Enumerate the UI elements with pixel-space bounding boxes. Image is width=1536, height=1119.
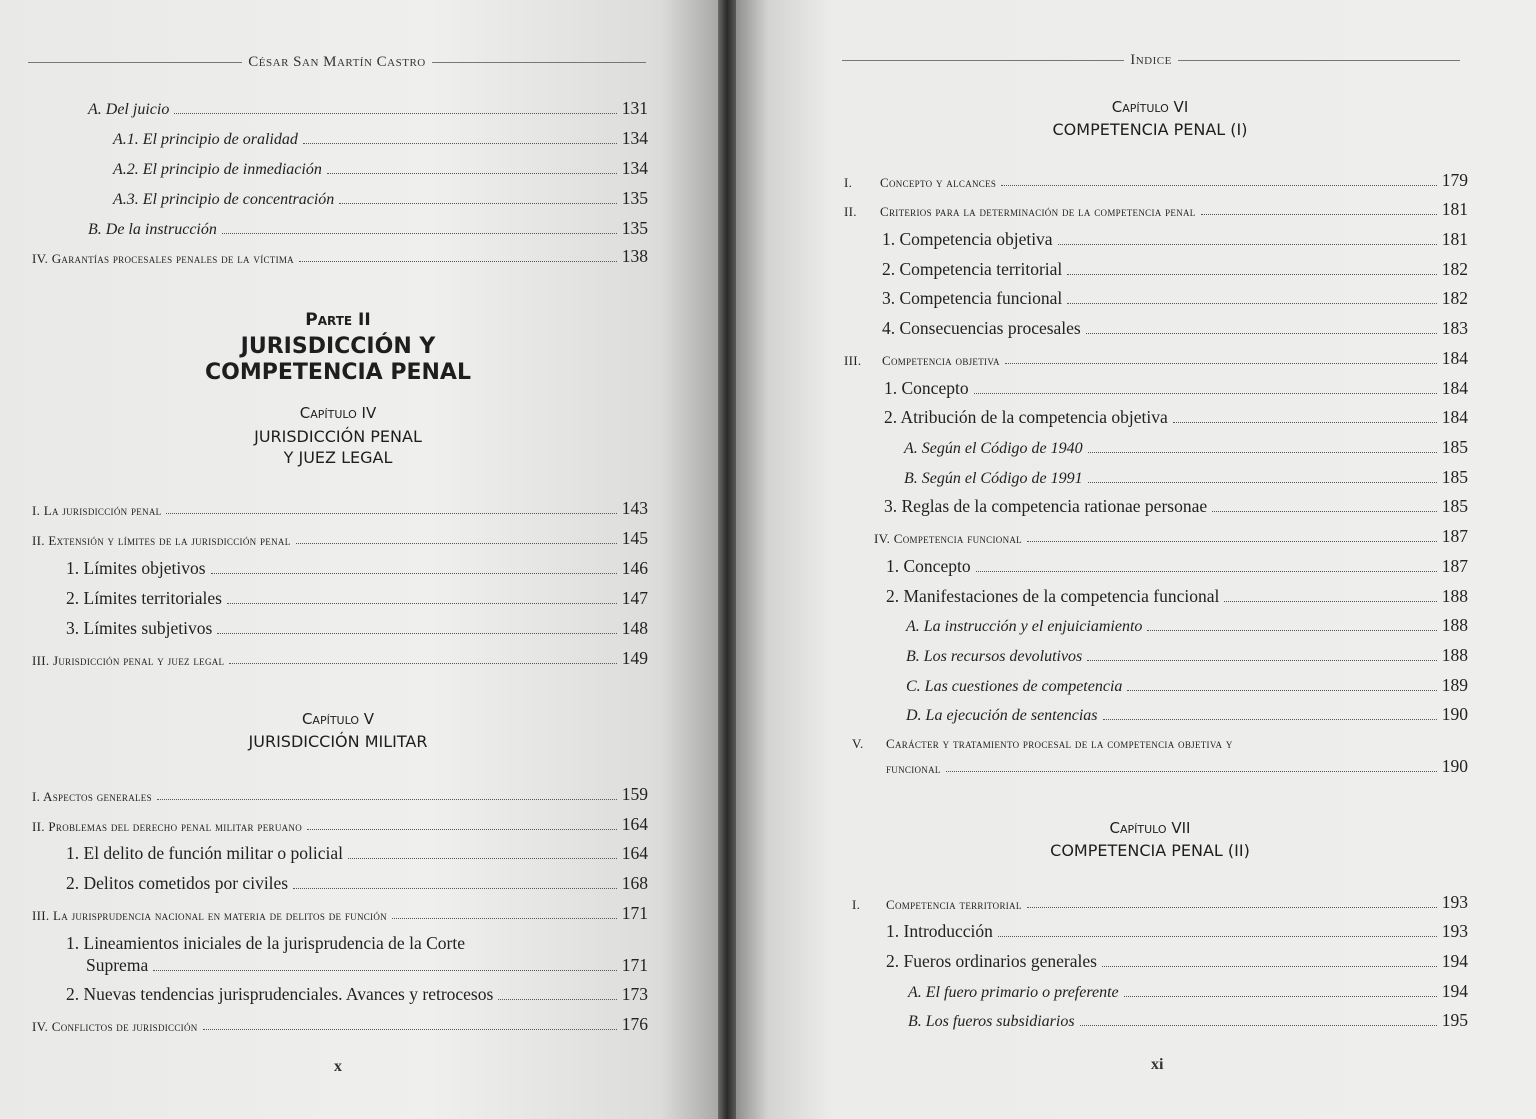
running-head-left	[28, 54, 646, 71]
toc-entry: III. Competencia objetiva 184	[844, 348, 1468, 368]
toc-entry: C. Las cuestiones de competencia 189	[906, 675, 1468, 695]
book-gutter	[718, 0, 736, 1119]
page-number-left: x	[334, 1058, 342, 1075]
toc-entry: B. Los recursos devolutivos 188	[906, 645, 1468, 665]
toc-entry: A. Según el Código de 1940 185	[904, 437, 1468, 457]
left-page	[0, 0, 718, 1119]
toc-entry: 2. Competencia territorial 182	[882, 259, 1468, 279]
toc-entry: IV. Garantías procesales penales de la víctima 138	[32, 246, 648, 266]
toc-entry: A. La instrucción y el enjuiciamiento 188	[906, 615, 1468, 635]
toc-entry: II. Problemas del derecho penal militar peruano 164	[32, 814, 648, 834]
chapter-5-title: JURISDICCIÓN MILITAR	[248, 732, 428, 751]
running-head-author: César San Martín Castro	[248, 54, 426, 70]
toc-entry: 1. Competencia objetiva 181	[882, 229, 1468, 249]
toc-entry: 3. Competencia funcional 182	[882, 288, 1468, 308]
toc-entry-line-1: V. Carácter y tratamiento procesal de la competencia objetiva y	[852, 736, 1233, 751]
toc-entry: IV. Conflictos de jurisdicción 176	[32, 1014, 648, 1034]
toc-entry: I. La jurisdicción penal 143	[32, 498, 648, 518]
toc-entry: IV. Competencia funcional 187	[874, 526, 1468, 546]
chapter-4-title-line-1: JURISDICCIÓN PENAL	[254, 427, 422, 446]
toc-entry: A. Del juicio 131	[88, 98, 648, 118]
toc-entry: 2. Atribución de la competencia objetiva 184	[884, 407, 1468, 427]
toc-entry: 1. El delito de función militar o policial 164	[66, 843, 648, 863]
right-page	[736, 0, 1536, 1119]
chapter-5-label: Capítulo V	[301, 710, 375, 728]
toc-entry: II. Criterios para la determinación de la competencia penal 181	[844, 199, 1468, 219]
toc-entry: 1. Concepto 184	[884, 378, 1468, 398]
toc-entry: 3. Límites subjetivos 148	[66, 618, 648, 638]
part-title-line-2: COMPETENCIA PENAL	[205, 360, 471, 385]
toc-entry: 2. Límites territoriales 147	[66, 588, 648, 608]
toc-entry: A.2. El principio de inmediación 134	[113, 158, 648, 178]
toc-entry: 1. Introducción 193	[886, 921, 1468, 941]
part-title-line-1: JURISDICCIÓN Y	[240, 334, 436, 359]
toc-entry: I. Competencia territorial 193	[852, 892, 1468, 912]
toc-entry: 2. Manifestaciones de la competencia funcional 188	[886, 586, 1468, 606]
toc-entry: A.1. El principio de oralidad 134	[113, 128, 648, 148]
part-label: Parte II	[305, 310, 371, 330]
running-head-right	[842, 52, 1460, 69]
toc-entry-line-1: 1. Lineamientos iniciales de la jurisprudencia de la Corte	[66, 933, 465, 953]
toc-entry: B. Los fueros subsidiarios 195	[908, 1010, 1468, 1030]
toc-entry: I. Aspectos generales 159	[32, 784, 648, 804]
running-head-index: Indice	[1130, 52, 1172, 68]
toc-entry: I. Concepto y alcances 179	[844, 170, 1468, 190]
toc-entry: III. La jurisprudencia nacional en materia de delitos de función 171	[32, 903, 648, 923]
chapter-6-label: Capítulo VI	[1111, 98, 1189, 116]
toc-entry: II. Extensión y límites de la jurisdicción penal 145	[32, 528, 648, 548]
toc-entry: D. La ejecución de sentencias 190	[906, 704, 1468, 724]
toc-entry: 2. Fueros ordinarios generales 194	[886, 951, 1468, 971]
toc-entry: 2. Nuevas tendencias jurisprudenciales. Avances y retrocesos 173	[66, 984, 648, 1004]
toc-entry: III. Jurisdicción penal y juez legal 149	[32, 648, 648, 668]
page-number-right: xi	[1151, 1056, 1164, 1073]
toc-entry: 4. Consecuencias procesales 183	[882, 318, 1468, 338]
toc-entry: A.3. El principio de concentración 135	[113, 188, 648, 208]
toc-entry: 1. Concepto 187	[886, 556, 1468, 576]
chapter-7-title: COMPETENCIA PENAL (II)	[1050, 841, 1250, 860]
toc-entry: A. El fuero primario o preferente 194	[908, 981, 1468, 1001]
chapter-7-label: Capítulo VII	[1109, 819, 1191, 837]
toc-entry: funcional 190	[886, 756, 1468, 776]
chapter-4-label: Capítulo IV	[299, 404, 377, 422]
chapter-4-title-line-2: Y JUEZ LEGAL	[283, 448, 393, 467]
chapter-6-title: COMPETENCIA PENAL (I)	[1052, 120, 1248, 139]
toc-entry: Suprema 171	[86, 955, 648, 975]
toc-entry: 1. Límites objetivos 146	[66, 558, 648, 578]
toc-entry: B. De la instrucción 135	[88, 218, 648, 238]
toc-entry: 3. Reglas de la competencia rationae personae 185	[884, 496, 1468, 516]
toc-entry: 2. Delitos cometidos por civiles 168	[66, 873, 648, 893]
toc-entry: B. Según el Código de 1991 185	[904, 467, 1468, 487]
